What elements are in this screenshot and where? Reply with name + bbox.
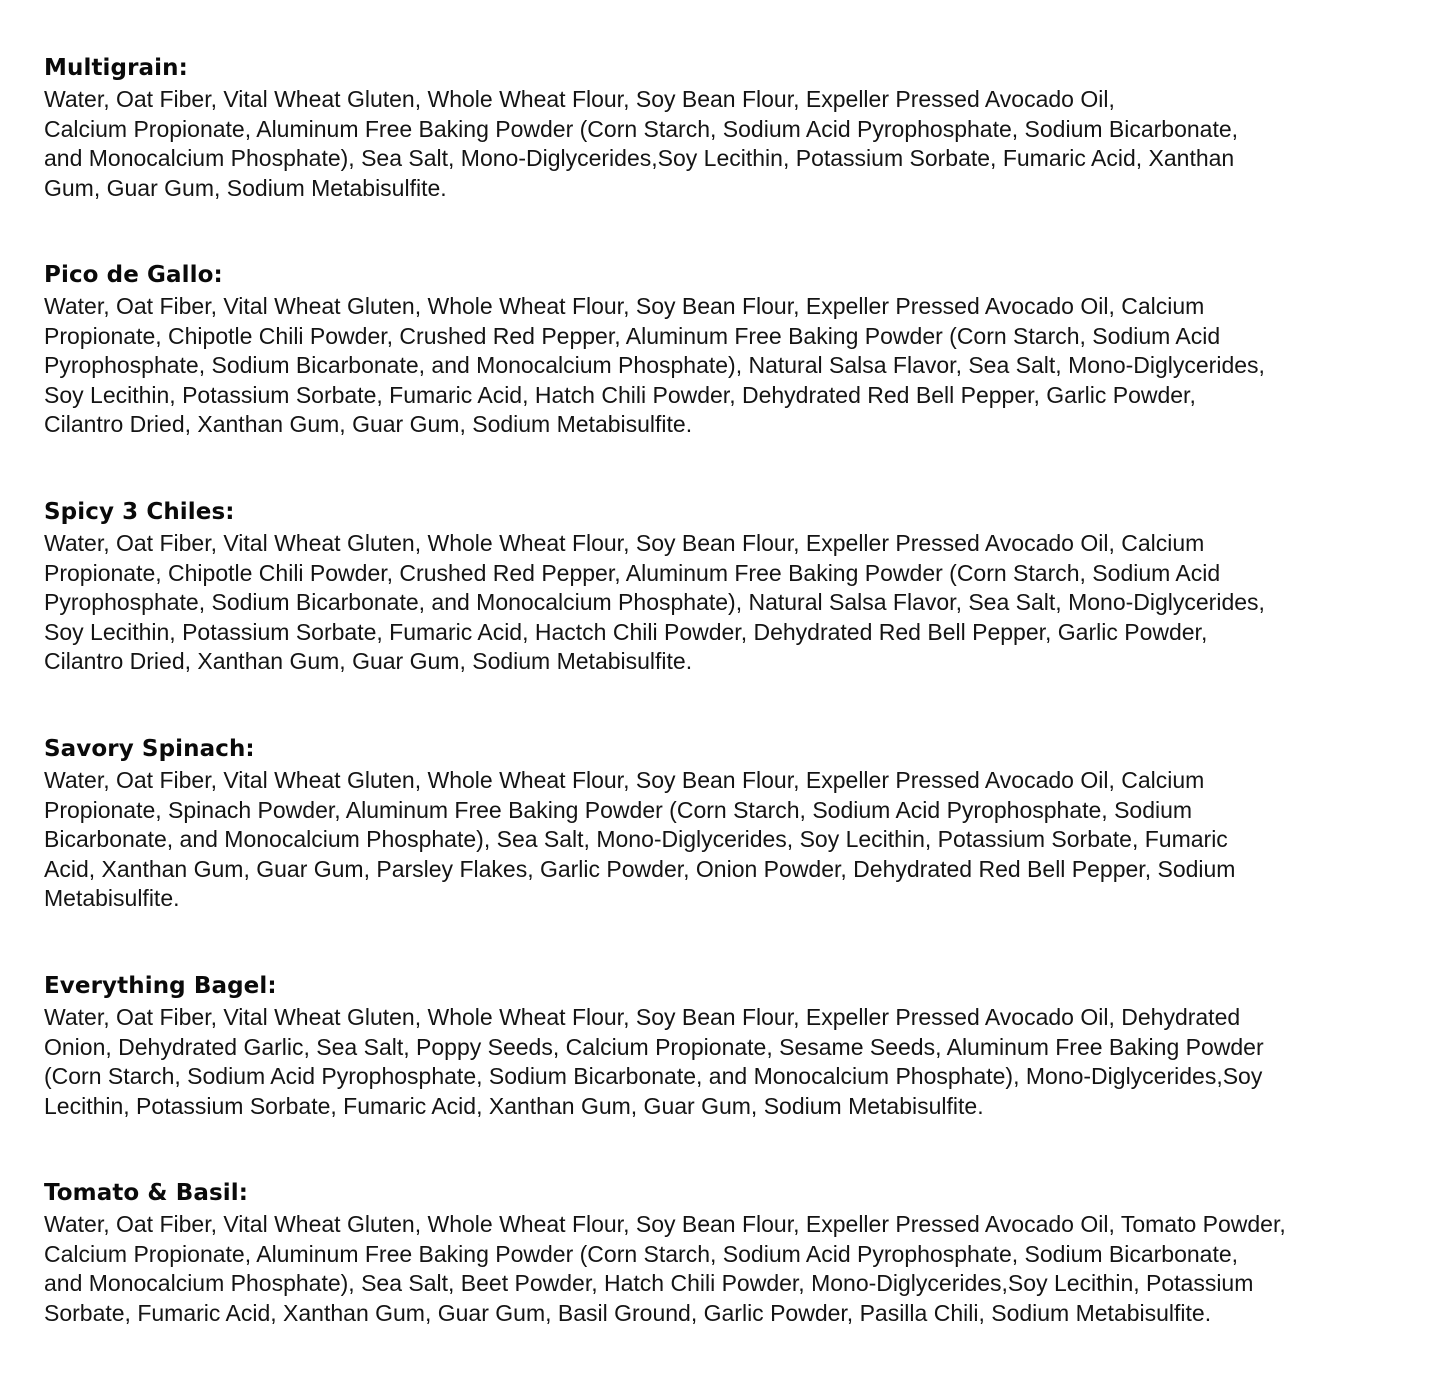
section-title: Savory Spinach: xyxy=(44,736,255,762)
ingredients-line: Propionate, Spinach Powder, Aluminum Free Baking Powder (Corn Starch, Sodium Acid Pyrophosphate, Sodium xyxy=(44,796,1193,823)
ingredients-line: (Corn Starch, Sodium Acid Pyrophosphate, Sodium Bicarbonate, and Monocalcium Phosphate), Mono-Diglycerides,Soy xyxy=(44,1063,1263,1090)
ingredients-line: Acid, Xanthan Gum, Guar Gum, Parsley Flakes, Garlic Powder, Onion Powder, Dehydrated Red Bell Pepper, Sodium xyxy=(44,855,1236,882)
ingredients-line: Onion, Dehydrated Garlic, Sea Salt, Poppy Seeds, Calcium Propionate, Sesame Seeds, Aluminum Free Baking Powder xyxy=(44,1033,1264,1060)
ingredients-line: Calcium Propionate, Aluminum Free Baking Powder (Corn Starch, Sodium Acid Pyrophosphate, Sodium Bicarbonate, xyxy=(44,1240,1239,1267)
ingredients-line: Cilantro Dried, Xanthan Gum, Guar Gum, Sodium Metabisulfite. xyxy=(44,411,693,438)
ingredients-text xyxy=(44,766,1389,914)
section-multigrain xyxy=(44,55,1389,203)
ingredients-line: Bicarbonate, and Monocalcium Phosphate), Sea Salt, Mono-Diglycerides, Soy Lecithin, Potassium Sorbate, Fumaric xyxy=(44,826,1228,853)
section-tomato-basil xyxy=(44,1180,1389,1328)
ingredients-line: and Monocalcium Phosphate), Sea Salt, Beet Powder, Hatch Chili Powder, Mono-Diglycerides,Soy Lecithin, Potassium xyxy=(44,1270,1254,1297)
ingredients-line: Cilantro Dried, Xanthan Gum, Guar Gum, Sodium Metabisulfite. xyxy=(44,648,693,675)
ingredients-line: Pyrophosphate, Sodium Bicarbonate, and Monocalcium Phosphate), Natural Salsa Flavor, Sea Salt, Mono-Diglycerides, xyxy=(44,589,1265,616)
ingredients-line: Water, Oat Fiber, Vital Wheat Gluten, Whole Wheat Flour, Soy Bean Flour, Expeller Pressed Avocado Oil, Calcium xyxy=(44,767,1205,793)
section-spicy-3-chiles xyxy=(44,499,1389,677)
ingredients-text xyxy=(44,529,1389,677)
section-title: Pico de Gallo: xyxy=(44,262,223,288)
section-title: Tomato & Basil: xyxy=(44,1180,248,1206)
ingredients-line: Water, Oat Fiber, Vital Wheat Gluten, Whole Wheat Flour, Soy Bean Flour, Expeller Pressed Avocado Oil, Calcium xyxy=(44,530,1205,556)
ingredients-line: Water, Oat Fiber, Vital Wheat Gluten, Whole Wheat Flour, Soy Bean Flour, Expeller Pressed Avocado Oil, Dehydrated xyxy=(44,1004,1241,1030)
ingredients-line: Soy Lecithin, Potassium Sorbate, Fumaric Acid, Hactch Chili Powder, Dehydrated Red Bell Pepper, Garlic Powder, xyxy=(44,618,1208,645)
ingredients-text xyxy=(44,85,1389,203)
ingredients-text xyxy=(44,1003,1389,1121)
ingredients-line: Sorbate, Fumaric Acid, Xanthan Gum, Guar Gum, Basil Ground, Garlic Powder, Pasilla Chili, Sodium Metabisulfite. xyxy=(44,1299,1212,1326)
ingredients-line: Calcium Propionate, Aluminum Free Baking Powder (Corn Starch, Sodium Acid Pyrophosphate, Sodium Bicarbonate, xyxy=(44,115,1239,142)
ingredients-line: Soy Lecithin, Potassium Sorbate, Fumaric Acid, Hatch Chili Powder, Dehydrated Red Bell Pepper, Garlic Powder, xyxy=(44,381,1196,408)
section-title: Everything Bagel: xyxy=(44,973,277,999)
ingredients-line: Metabisulfite. xyxy=(44,885,180,912)
ingredients-line: Water, Oat Fiber, Vital Wheat Gluten, Whole Wheat Flour, Soy Bean Flour, Expeller Pressed Avocado Oil, Tomato Powder, xyxy=(44,1211,1286,1237)
ingredients-line: Propionate, Chipotle Chili Powder, Crushed Red Pepper, Aluminum Free Baking Powder (Corn Starch, Sodium Acid xyxy=(44,322,1221,349)
ingredients-line: Lecithin, Potassium Sorbate, Fumaric Acid, Xanthan Gum, Guar Gum, Sodium Metabisulfite. xyxy=(44,1092,984,1119)
section-pico-de-gallo xyxy=(44,262,1389,440)
section-savory-spinach xyxy=(44,736,1389,914)
ingredients-line: Gum, Guar Gum, Sodium Metabisulfite. xyxy=(44,174,447,201)
section-title: Multigrain: xyxy=(44,55,188,81)
ingredients-line: Water, Oat Fiber, Vital Wheat Gluten, Whole Wheat Flour, Soy Bean Flour, Expeller Pressed Avocado Oil, xyxy=(44,86,1115,112)
section-everything-bagel xyxy=(44,973,1389,1121)
ingredients-line: Water, Oat Fiber, Vital Wheat Gluten, Whole Wheat Flour, Soy Bean Flour, Expeller Pressed Avocado Oil, Calcium xyxy=(44,293,1205,319)
ingredients-line: and Monocalcium Phosphate), Sea Salt, Mono-Diglycerides,Soy Lecithin, Potassium Sorbate, Fumaric Acid, Xanthan xyxy=(44,145,1235,172)
section-title: Spicy 3 Chiles: xyxy=(44,499,235,525)
ingredients-line: Propionate, Chipotle Chili Powder, Crushed Red Pepper, Aluminum Free Baking Powder (Corn Starch, Sodium Acid xyxy=(44,559,1221,586)
ingredients-text xyxy=(44,292,1389,440)
ingredients-line: Pyrophosphate, Sodium Bicarbonate, and Monocalcium Phosphate), Natural Salsa Flavor, Sea Salt, Mono-Diglycerides, xyxy=(44,352,1265,379)
ingredients-text xyxy=(44,1210,1389,1328)
